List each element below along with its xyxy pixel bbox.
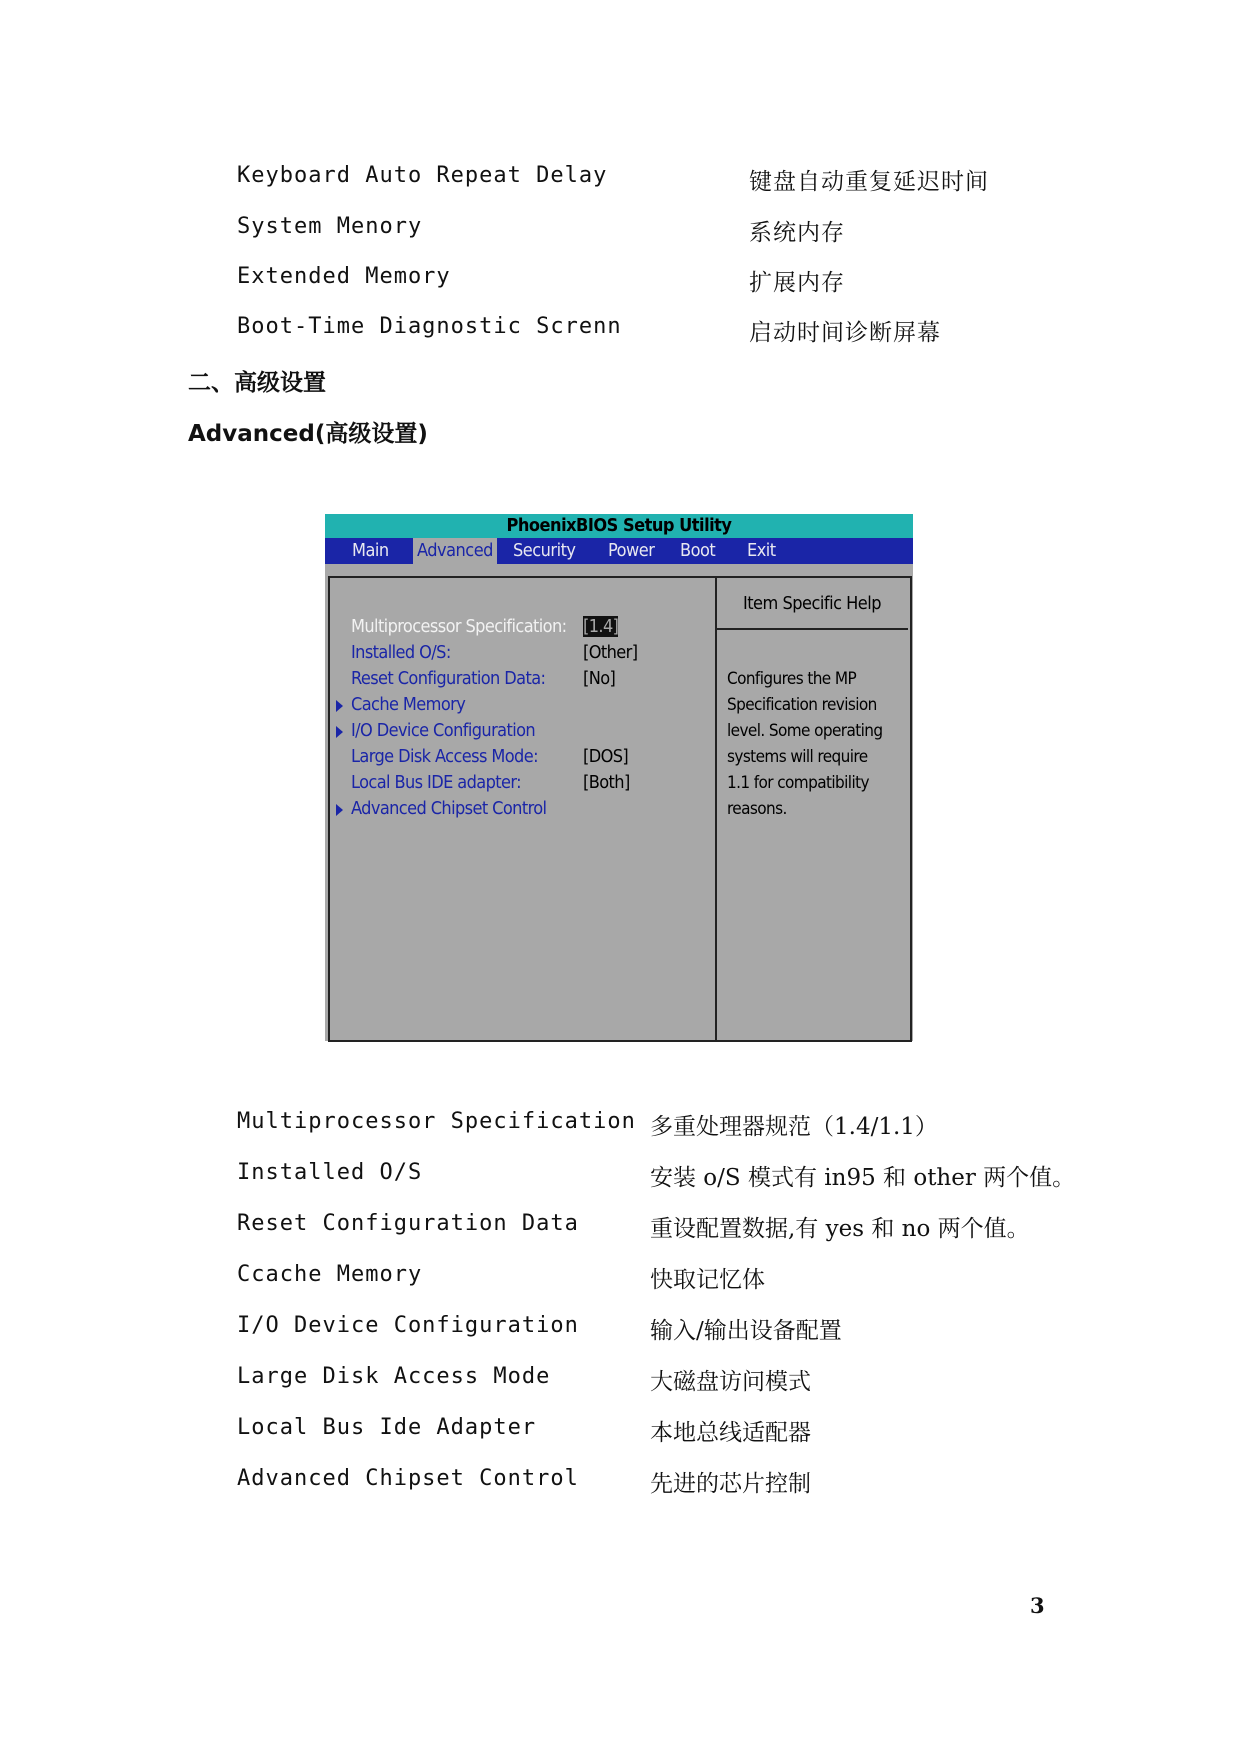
term-english: Large Disk Access Mode (237, 1364, 551, 1389)
term-chinese: 快取记忆体 (650, 1267, 765, 1293)
setting-multiprocessor-spec[interactable]: Multiprocessor Specification: (351, 616, 567, 637)
help-line: systems will require (727, 747, 868, 767)
term-english: Keyboard Auto Repeat Delay (237, 163, 608, 188)
submenu-arrow-icon (336, 804, 343, 816)
term-chinese: 本地总线适配器 (650, 1420, 811, 1446)
help-line: Configures the MP (727, 669, 857, 689)
term-english: Advanced Chipset Control (237, 1466, 579, 1491)
help-line: reasons. (727, 799, 787, 819)
setting-multiprocessor-spec-value[interactable] (583, 616, 618, 637)
tab-power[interactable]: Power (608, 540, 655, 561)
bios-panel-divider (715, 576, 717, 1042)
term-chinese: 扩展内存 (749, 270, 845, 296)
help-line: Specification revision (727, 695, 877, 715)
term-english: System Menory (237, 214, 423, 239)
setting-installed-os-value[interactable]: [Other] (583, 642, 638, 663)
setting-large-disk-access[interactable]: Large Disk Access Mode: (351, 746, 538, 767)
selected-value[interactable]: [1.4] (583, 616, 619, 637)
page-number: 3 (1030, 1593, 1045, 1618)
term-english: Boot-Time Diagnostic Screnn (237, 314, 622, 339)
setting-local-bus-ide[interactable]: Local Bus IDE adapter: (351, 772, 521, 793)
term-english: Ccache Memory (237, 1262, 423, 1287)
submenu-cache-memory[interactable]: Cache Memory (351, 694, 466, 715)
term-chinese: 系统内存 (749, 220, 845, 246)
setting-reset-config-data-value[interactable]: [No] (583, 668, 616, 689)
help-panel-title: Item Specific Help (742, 593, 882, 614)
submenu-advanced-chipset[interactable]: Advanced Chipset Control (351, 798, 547, 819)
setting-local-bus-ide-value[interactable]: [Both] (583, 772, 630, 793)
help-panel-text (727, 666, 905, 822)
term-chinese: 先进的芯片控制 (650, 1471, 811, 1497)
term-english: I/O Device Configuration (237, 1313, 579, 1338)
term-chinese: 大磁盘访问模式 (650, 1369, 811, 1395)
setting-reset-config-data[interactable]: Reset Configuration Data: (351, 668, 546, 689)
submenu-arrow-icon (336, 726, 343, 738)
term-english: Installed O/S (237, 1160, 423, 1185)
bios-title-bar: PhoenixBIOS Setup Utility (325, 514, 913, 538)
term-chinese: 安装 o/S 模式有 in95 和 other 两个值。 (650, 1165, 1076, 1191)
setting-large-disk-access-value[interactable]: [DOS] (583, 746, 629, 767)
tab-security[interactable]: Security (513, 540, 576, 561)
help-line: level. Some operating (727, 721, 883, 741)
term-chinese: 输入/输出设备配置 (650, 1318, 842, 1344)
help-line: 1.1 for compatibility (727, 773, 869, 793)
help-panel-rule (717, 628, 908, 630)
term-chinese: 启动时间诊断屏幕 (749, 320, 941, 346)
submenu-arrow-icon (336, 700, 343, 712)
term-chinese: 多重处理器规范（1.4/1.1） (650, 1114, 938, 1140)
setting-installed-os[interactable]: Installed O/S: (351, 642, 451, 663)
section-heading: 二、高级设置 (188, 370, 326, 396)
term-chinese: 键盘自动重复延迟时间 (749, 169, 989, 195)
bios-menu-bar (325, 538, 913, 564)
term-chinese: 重设配置数据,有 yes 和 no 两个值。 (650, 1216, 1030, 1242)
tab-exit[interactable]: Exit (747, 540, 776, 561)
submenu-io-device-config[interactable]: I/O Device Configuration (351, 720, 536, 741)
bios-screenshot (325, 514, 913, 1041)
section-subheading: Advanced(高级设置) (188, 421, 428, 447)
term-english: Local Bus Ide Adapter (237, 1415, 537, 1440)
tab-boot[interactable]: Boot (680, 540, 716, 561)
tab-main[interactable]: Main (352, 540, 389, 561)
tab-advanced[interactable]: Advanced (413, 538, 497, 564)
term-english: Extended Memory (237, 264, 451, 289)
term-english: Reset Configuration Data (237, 1211, 579, 1236)
term-english: Multiprocessor Specification (237, 1109, 636, 1134)
